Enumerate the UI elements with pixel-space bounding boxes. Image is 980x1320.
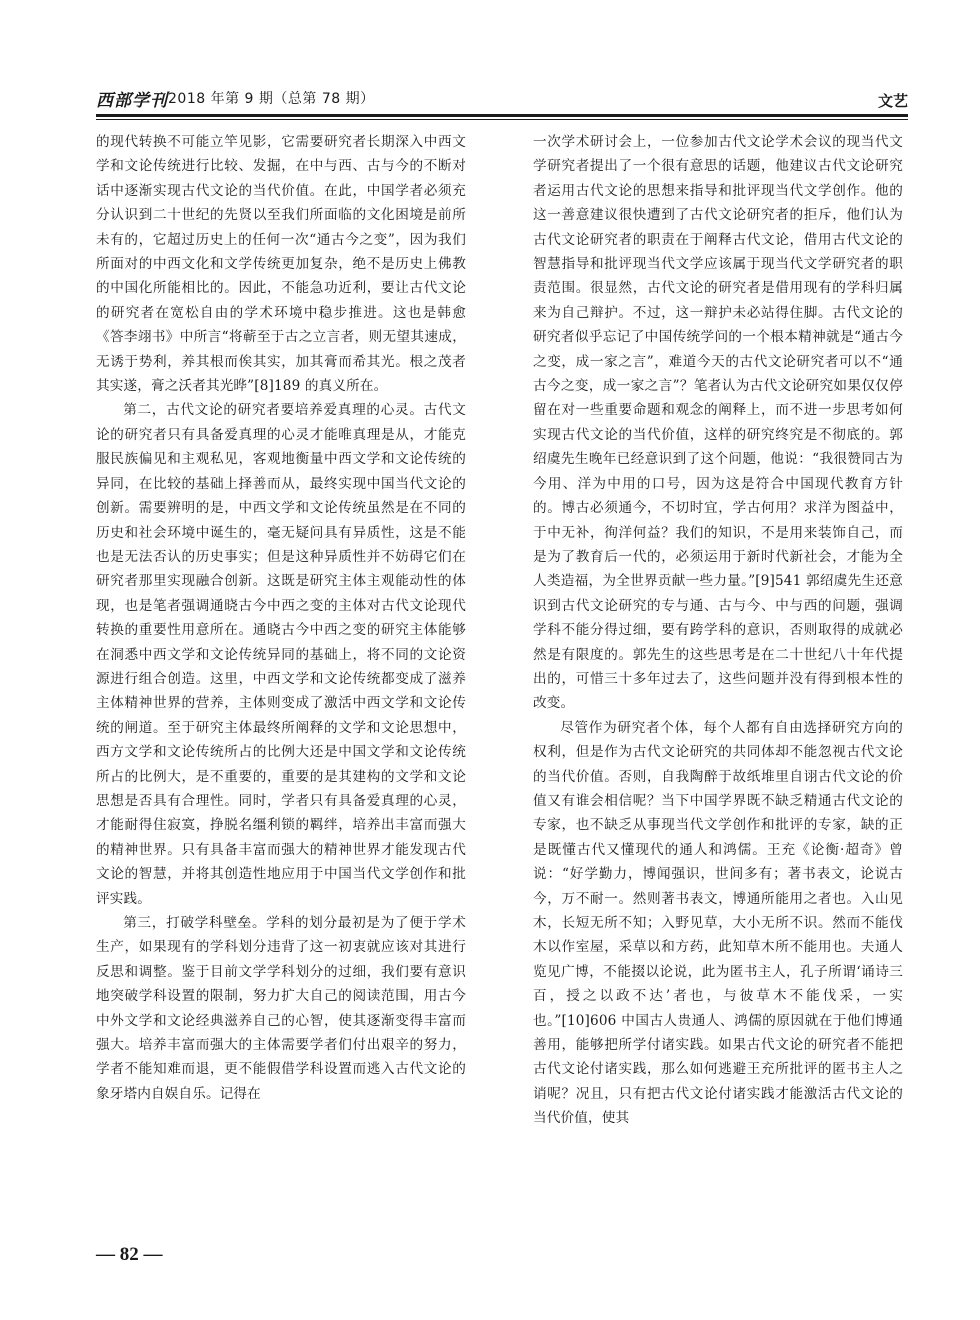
section-label: 文艺 [877,92,908,110]
left-column [96,130,466,1106]
page-header [96,84,908,114]
paragraph: 一次学术研讨会上，一位参加古代文论学术会议的现当代文学研究者提出了一个很有意思的话题，他建议古代文论研究者运用古代文论的思想来指导和批评现当代文学创作。他的这一善意建议很快遭到了古代文论研究者的拒斥，他们认为古代文论研究者的职责在于阐释古代文论，借用古代文论的智慧指导和批评现当代文学应该属于现当代文学研究者的职责范围。很显然，古代文论的研究者是借用现有的学科归属来为自己辩护。不过，这一辩护未必站得住脚。古代文论的研究者似乎忘记了中国传统学问的一个根本精神就是“通古今之变，成一家之言”，难道今天的古代文论研究者可以不“通古今之变，成一家之言”？笔者认为古代文论研究如果仅仅停留在对一些重要命题和观念的阐释上，而不进一步思考如何实现古代文论的当代价值，这样的研究终究是不彻底的。郭绍虞先生晚年已经意识到了这个问题，他说：“我很赞同古为今用、洋为中用的口号，因为这是符合中国现代教育方针的。博古必须通今，不切时宜，学古何用？求洋为图益中，于中无补，徇洋何益？我们的知识，不是用来装饰自己，而是为了教育后一代的，必须运用于新时代新社会，才能为全人类造福，为全世界贡献一些力量。”[9]541 郭绍虞先生还意识到古代文论研究的专与通、古与今、中与西的问题，强调学科不能分得过细，要有跨学科的意识，否则取得的成就必然是有限度的。郭先生的这些思考是在二十世纪八十年代提出的，可惜三十多年过去了，这些问题并没有得到根本性的改变。 [533,134,903,712]
right-column [533,130,903,1131]
header-rule [96,114,908,117]
paragraph: 尽管作为研究者个体，每个人都有自由选择研究方向的权利，但是作为古代文论研究的共同体却不能忽视古代文论的当代价值。否则，自我陶醉于故纸堆里自诩古代文论的价值又有谁会相信呢？当下中国学界既不缺乏精通古代文论的专家，也不缺乏从事现当代文学创作和批评的专家，缺的正是既懂古代又懂现代的通人和鸿儒。王充《论衡·超奇》曾说：“好学勤力，博闻强识，世间多有；著书表文，论说古今，万不耐一。然则著书表文，博通所能用之者也。入山见木，长短无所不知；入野见草，大小无所不识。然而不能伐木以作室屋，采草以和方药，此知草木所不能用也。夫通人览见广博，不能掇以论说，此为匿书主人，孔子所谓‘诵诗三百，授之以政不达’者也，与彼草木不能伐采，一实也。”[10]606 中国古人贵通人、鸿儒的原因就在于他们博通善用，能够把所学付诸实践。如果古代文论的研究者不能把古代文论付诸实践，那么如何逃避王充所批评的匿书主人之诮呢？况且，只有把古代文论付诸实践才能激活古代文论的当代价值，使其 [533,719,903,1127]
paragraph: 的现代转换不可能立竿见影，它需要研究者长期深入中西文学和文论传统进行比较、发掘，在中与西、古与今的不断对话中逐渐实现古代文论的当代价值。在此，中国学者必须充分认识到二十世纪的先贤以至我们所面临的文化困境是前所未有的，它超过历史上的任何一次“通古今之变”，因为我们所面对的中西文化和文学传统更加复杂，绝不是历史上佛教的中国化所能相比的。因此，不能急功近利，要让古代文论的研究者在宽松自由的学术环境中稳步推进。这也是韩愈《答李翊书》中所言“将蕲至于古之立言者，则无望其速成，无诱于势利，养其根而俟其实，加其膏而希其光。根之茂者其实遂，膏之沃者其光晔”[8]189 的真义所在。 [96,134,466,395]
paragraph: 第二，古代文论的研究者要培养爱真理的心灵。古代文论的研究者只有具备爱真理的心灵才能唯真理是从，才能克服民族偏见和主观私见，客观地衡量中西文学和文论传统的异同，在比较的基础上择善而从，最终实现中国当代文论的创新。需要辨明的是，中西文学和文论传统虽然是在不同的历史和社会环境中诞生的，毫无疑问具有异质性，这是不能也是无法否认的历史事实；但是这种异质性并不妨碍它们在研究者那里实现融合创新。这既是研究主体主观能动性的体现，也是笔者强调通晓古今中西之变的主体对古代文论现代转换的重要性用意所在。通晓古今中西之变的研究主体能够在洞悉中西文学和文论传统异同的基础上，将不同的文论资源进行组合创造。这里，中西文学和文论传统都变成了滋养主体精神世界的营养，主体则变成了激活中西文学和文论传统的闸道。至于研究主体最终所阐释的文学和文论思想中，西方文学和文论传统所占的比例大还是中国文学和文论传统所占的比例大，是不重要的，重要的是其建构的文学和文论思想是否具有合理性。同时，学者只有具备爱真理的心灵，才能耐得住寂寞，挣脱名缰利锁的羁绊，培养出丰富而强大的精神世界。只有具备丰富而强大的精神世界才能发现古代文论的智慧，并将其创造性地应用于中国当代文学创作和批评实践。 [96,402,466,907]
journal-logo: 西部学刊 [96,91,168,111]
header-rule-thin [96,119,908,120]
issue-info: 2018 年第 9 期（总第 78 期） [168,91,375,107]
page-number: — 82 — [96,1244,163,1265]
paragraph: 第三，打破学科壁垒。学科的划分最初是为了便于学术生产，如果现有的学科划分违背了这一初衷就应该对其进行反思和调整。鉴于目前文学学科划分的过细，我们要有意识地突破学科设置的限制，努力扩大自己的阅读范围，用古今中外文学和文论经典滋养自己的心智，使其逐渐变得丰富而强大。培养丰富而强大的主体需要学者们付出艰辛的努力，学者不能知难而退，更不能假借学科设置而逃入古代文论的象牙塔内自娱自乐。记得在 [96,915,466,1102]
